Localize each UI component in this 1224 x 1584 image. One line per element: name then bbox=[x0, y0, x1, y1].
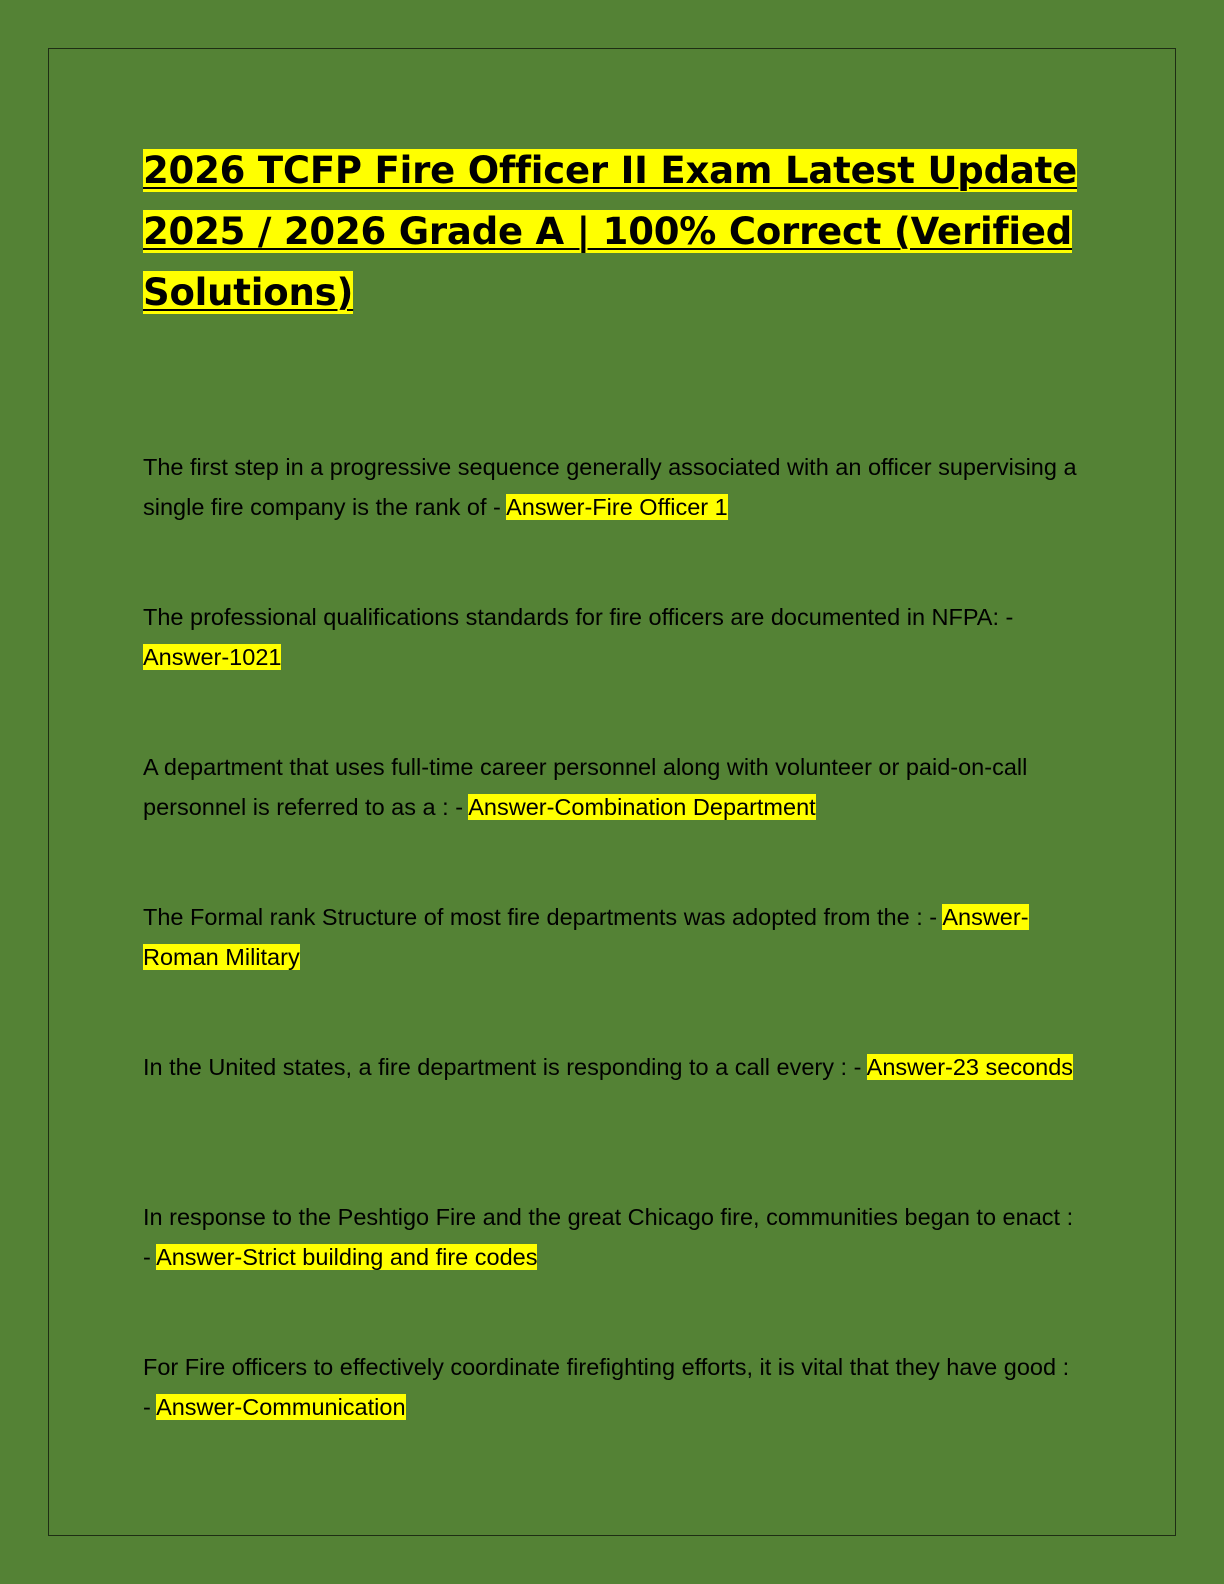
document-title bbox=[143, 140, 1083, 323]
question-text: A department that uses full-time career personnel along with volunteer or paid-on-call personnel is referred to as a : - bbox=[143, 754, 1028, 820]
answer-text: Answer-Strict building and fire codes bbox=[156, 1244, 538, 1270]
qa-item bbox=[143, 1347, 1078, 1497]
question-text: In response to the Peshtigo Fire and the great Chicago fire, communities began to enact : - bbox=[143, 1204, 1074, 1270]
qa-item bbox=[143, 747, 1078, 897]
qa-item bbox=[143, 897, 1078, 1047]
answer-text: Answer-Fire Officer 1 bbox=[506, 494, 728, 520]
qa-item bbox=[143, 447, 1078, 597]
answer-text: Answer-Combination Department bbox=[468, 794, 816, 820]
qa-item bbox=[143, 597, 1078, 747]
question-text: The professional qualifications standards for fire officers are documented in NFPA: - bbox=[143, 604, 1014, 630]
question-text: The Formal rank Structure of most fire departments was adopted from the : - bbox=[143, 904, 943, 930]
qa-item bbox=[143, 1047, 1078, 1197]
answer-text: Answer-Roman Military bbox=[143, 904, 1029, 970]
answer-text: Answer-23 seconds bbox=[866, 1054, 1074, 1080]
qa-list bbox=[143, 447, 1078, 1497]
document-title-text: 2026 TCFP Fire Officer II Exam Latest Update 2025 / 2026 Grade A | 100% Correct (Verified Solutions) bbox=[143, 149, 1078, 314]
answer-text: Answer-1021 bbox=[143, 644, 282, 670]
question-text: For Fire officers to effectively coordinate firefighting efforts, it is vital that they have good : - bbox=[143, 1354, 1070, 1420]
question-text: In the United states, a fire department is responding to a call every : - bbox=[143, 1054, 867, 1080]
question-text: The first step in a progressive sequence generally associated with an officer supervising a single fire company is the rank of - bbox=[143, 454, 1077, 520]
answer-text: Answer-Communication bbox=[156, 1394, 406, 1420]
qa-item bbox=[143, 1197, 1078, 1347]
